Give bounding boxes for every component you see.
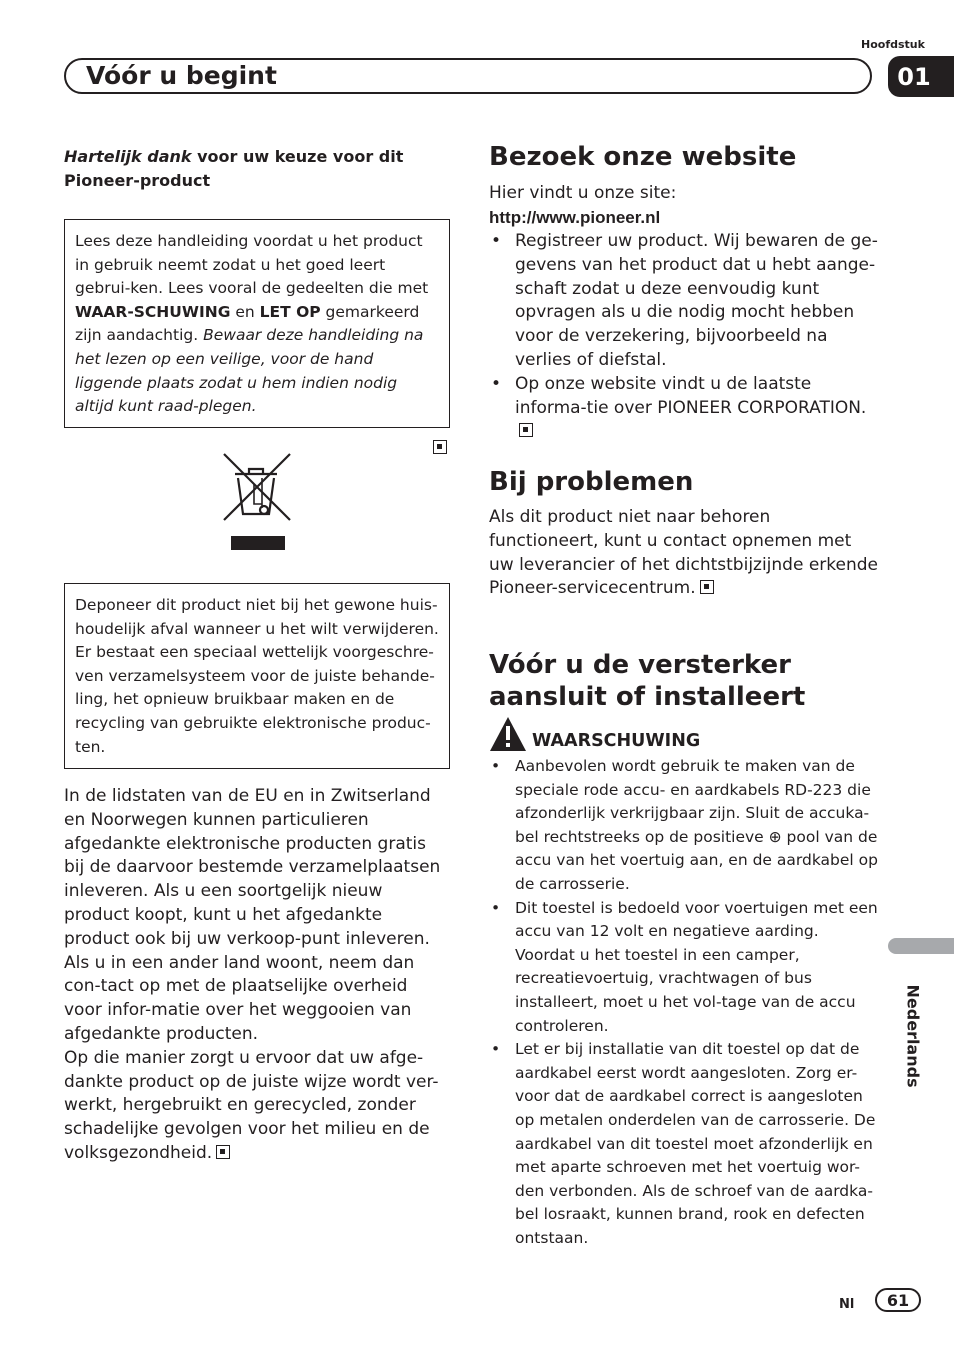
disposal-para-2: Als u in een ander land woont, neem dan con-tact op met de plaatselijke overheid voor infor-matie over het weggooien van afgedankte producten. — [64, 952, 415, 1044]
notice-bold-caution: LET OP — [259, 302, 321, 321]
warning-triangle-icon — [489, 716, 527, 752]
disposal-notice: Deponeer dit product niet bij het gewone huis-houdelijk afval wanneer u het wilt verwijderen. Er bestaat een speciaal wettelijk voorgeschre-ven verzamelsysteem voor de juiste behande-ling, het opnieuw bruikbaar maken en de recycling van gebruikte elektronische produc-ten. — [64, 583, 450, 769]
list-item: • Registreer uw product. Wij bewaren de ge-gevens van het product dat u hebt aange-schaft zodat u deze eenvoudig kunt opvragen als u die nodig mocht hebben voor de verzekering, bijvoorbeeld na verlies of diefstal. — [489, 230, 879, 373]
language-tab-marker — [888, 938, 954, 954]
website-intro-text: Hier vindt u onze site: — [489, 183, 677, 203]
list-item: • Aanbevolen wordt gebruik te maken van de speciale rode accu- en aardkabels RD-223 die afzonderlijk verkrijgbaar zijn. Sluit de accuka-bel rechtstreeks op de positieve ⊕ pool van de accu van het voertuig aan, en de aardkabel op de carrosserie. — [489, 755, 881, 897]
problems-text-body: Als dit product niet naar behoren functioneert, kunt u contact opnemen met uw leverancier of het dichtstbijzijnde erkende Pioneer-servicecentrum. — [489, 507, 879, 599]
website-heading: Bezoek onze website — [489, 142, 797, 172]
page-number: 61 — [875, 1288, 921, 1312]
weee-crossed-bin-icon — [222, 452, 292, 552]
problems-heading: Bij problemen — [489, 467, 694, 497]
list-item: • Dit toestel is bedoeld voor voertuigen met een accu van 12 volt en negatieve aarding. Voordat u het toestel in een camper, recreatievoertuig, vrachtwagen of bus installeert, moet u het vol-tage van de accu controleren. — [489, 897, 881, 1039]
end-mark-icon — [433, 440, 447, 454]
notice-bold-warning: WAAR-SCHUWING — [75, 302, 231, 321]
disposal-para-3-text: Op die manier zorgt u ervoor dat uw afge-dankte product op de juiste wijze wordt ver-werkt, hergebruikt en gerecycled, zonder schadelijke gevolgen voor het milieu en de volksgezondheid. — [64, 1047, 439, 1163]
thanks-intro — [64, 145, 449, 193]
end-mark-icon — [519, 423, 533, 437]
website-intro — [489, 182, 879, 230]
notice-italic: Bewaar deze handleiding na het lezen op een veilige, voor de hand liggende plaats zodat u hem indien nodig altijd kunt raad-plegen. — [75, 326, 424, 416]
footer-language: Nl — [839, 1297, 855, 1312]
website-url-link[interactable]: http://www.pioneer.nl — [489, 207, 661, 227]
warning-bullets — [489, 755, 881, 1250]
list-item — [489, 373, 879, 444]
section-title: Vóór u begint — [86, 61, 277, 90]
disposal-para-1: In de lidstaten van de EU en in Zwitserland en Noorwegen kunnen particulieren afgedankte elektronische producten gratis bij de daarvoor bestemde verzamelplaatsen inleveren. Als u een soortgelijk nieuw product koopt, kunt u het afgedankte product ook bij uw verkoop-punt inleveren. — [64, 786, 441, 949]
thanks-rest: voor uw keuze voor dit Pioneer-product — [64, 147, 404, 190]
warning-label: WAARSCHUWING — [532, 731, 701, 751]
warning-header — [489, 716, 719, 754]
list-item: • Let er bij installatie van dit toestel op dat de aardkabel eerst wordt aangesloten. Zorg er-voor dat de aardkabel correct is aangesloten op metalen onderdelen van de carrosserie. De aardkabel van dit toestel moet afzonderlijk en met aparte schroeven met het voertuig wor-den verbonden. Als de schroef van de aardka-bel losraakt, kunnen brand, rook en defecten ontstaan. — [489, 1038, 881, 1250]
problems-text — [489, 506, 879, 601]
website-bullets — [489, 230, 879, 444]
disposal-body — [64, 785, 449, 1166]
notice-text-2: en — [230, 302, 260, 321]
list-item-text: Op onze website vindt u de laatste informa-tie over PIONEER CORPORATION. — [515, 373, 867, 418]
end-mark-icon — [216, 1145, 230, 1159]
notice-text-1: Lees deze handleiding voordat u het product in gebruik neemt zodat u het goed leert gebrui-ken. Lees vooral de gedeelten die met — [75, 232, 429, 298]
amplifier-heading: Vóór u de versterker aansluit of installeert — [489, 650, 806, 712]
thanks-italic: Hartelijk dank — [64, 147, 192, 166]
chapter-number-badge: 01 — [888, 56, 954, 97]
disposal-para-3 — [64, 1047, 449, 1166]
language-tab-label: Nederlands — [903, 984, 923, 1088]
read-manual-notice — [64, 219, 450, 428]
end-mark-icon — [700, 580, 714, 594]
notice-text-3: gemarkeerd zijn aandachtig. — [75, 302, 420, 345]
chapter-label: Hoofdstuk — [861, 38, 925, 51]
